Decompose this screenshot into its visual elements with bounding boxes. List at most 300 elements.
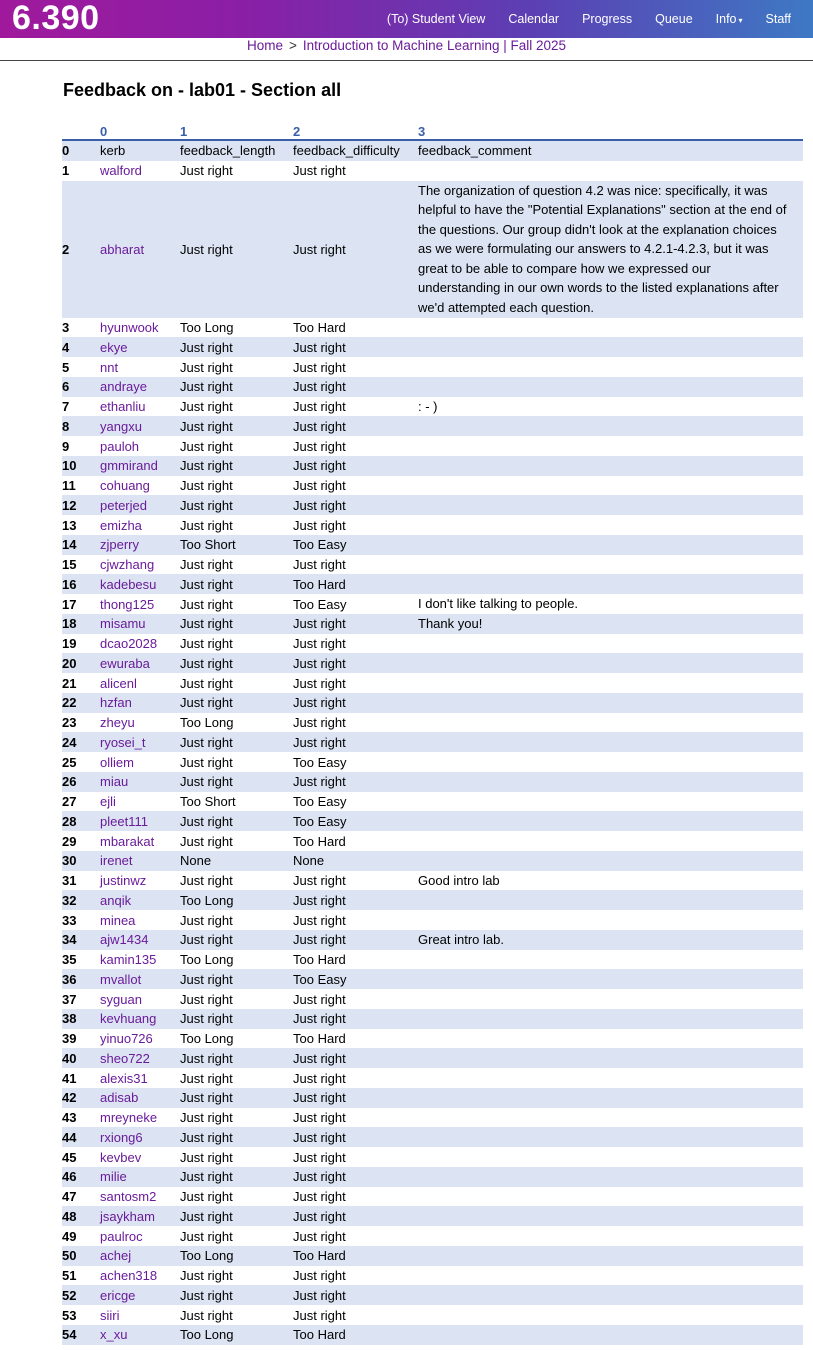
feedback-difficulty-cell: Just right: [293, 1228, 346, 1244]
feedback-difficulty-cell: Just right: [293, 616, 346, 632]
kerb-link[interactable]: ryosei_t: [100, 734, 146, 750]
feedback-comment-cell: Thank you!: [418, 615, 483, 631]
feedback-comment-cell: [418, 1226, 803, 1246]
kerb-link[interactable]: peterjed: [100, 497, 147, 513]
kerb-link[interactable]: santosm2: [100, 1189, 157, 1205]
row-index: 54: [62, 1327, 77, 1343]
table-row: [62, 792, 803, 812]
feedback-length-cell: Just right: [180, 636, 233, 652]
feedback-length-cell: Just right: [180, 616, 233, 632]
row-index: 47: [62, 1189, 77, 1205]
feedback-comment-cell: [418, 634, 803, 654]
breadcrumb-home[interactable]: Home: [246, 38, 283, 53]
kerb-link[interactable]: kamin135: [100, 952, 157, 968]
kerb-link[interactable]: achej: [100, 1248, 132, 1264]
table-row: [62, 673, 803, 693]
row-index: 0: [62, 143, 70, 159]
row-index: 53: [62, 1307, 77, 1323]
row-index: 26: [62, 774, 77, 790]
feedback-difficulty-cell: Just right: [293, 774, 346, 790]
nav-menu: [364, 0, 791, 38]
table-row: [62, 1206, 803, 1226]
feedback-length-cell: Just right: [180, 359, 233, 375]
feedback-difficulty-cell: Just right: [293, 1129, 346, 1145]
table-row: [62, 930, 803, 950]
table-row: [62, 515, 803, 535]
breadcrumb-course[interactable]: Introduction to Machine Learning | Fall 2025: [302, 38, 567, 53]
feedback-difficulty-cell: Too Hard: [293, 833, 346, 849]
table-row: [62, 989, 803, 1009]
table-row: [62, 337, 803, 357]
feedback-length-cell: Just right: [180, 675, 233, 691]
feedback-difficulty-cell: Just right: [293, 458, 346, 474]
feedback-comment-cell: [418, 1325, 803, 1345]
feedback-difficulty-cell: Just right: [293, 1169, 346, 1185]
row-index: 48: [62, 1208, 77, 1224]
nav-staff[interactable]: Staff: [765, 12, 791, 26]
feedback-difficulty-cell: Just right: [293, 399, 346, 415]
nav-info[interactable]: [716, 12, 743, 26]
feedback-difficulty-cell: Just right: [293, 873, 346, 889]
table-row: [62, 653, 803, 673]
feedback-comment-cell: [418, 653, 803, 673]
feedback-comment-cell: I don't like talking to people.: [418, 596, 579, 612]
feedback-difficulty-cell: Just right: [293, 1208, 346, 1224]
row-index: 16: [62, 576, 77, 592]
feedback-comment-cell: [418, 969, 803, 989]
feedback-difficulty-cell: Too Easy: [293, 813, 347, 829]
feedback-difficulty-cell: Just right: [293, 912, 346, 928]
kerb-link[interactable]: nnt: [100, 359, 119, 375]
feedback-comment-cell: [418, 752, 803, 772]
feedback-length-cell: Just right: [180, 379, 233, 395]
row-index: 52: [62, 1287, 77, 1303]
feedback-comment-cell: [418, 1246, 803, 1266]
kerb-link[interactable]: kevhuang: [100, 1011, 157, 1027]
table-row: [62, 397, 803, 417]
kerb-link[interactable]: paulroc: [100, 1228, 143, 1244]
table-row: [62, 1108, 803, 1128]
row-index: 23: [62, 715, 77, 731]
feedback-difficulty-cell: Just right: [293, 1268, 346, 1284]
table-row: [62, 1068, 803, 1088]
feedback-difficulty-cell: Just right: [293, 1307, 346, 1323]
feedback-length-cell: Just right: [180, 1287, 233, 1303]
table-row: [62, 1088, 803, 1108]
row-index: 28: [62, 813, 77, 829]
feedback-length-cell: Just right: [180, 1090, 233, 1106]
kerb-link[interactable]: dcao2028: [100, 636, 158, 652]
kerb-link[interactable]: alexis31: [100, 1070, 148, 1086]
row-index: 4: [62, 339, 70, 355]
feedback-difficulty-cell: Just right: [293, 557, 346, 573]
feedback-difficulty-cell: Just right: [293, 655, 346, 671]
kerb-link[interactable]: rxiong6: [100, 1129, 143, 1145]
table-row: [62, 693, 803, 713]
row-index: 39: [62, 1031, 77, 1047]
feedback-length-cell: Just right: [180, 873, 233, 889]
feedback-length-cell: Just right: [180, 1208, 233, 1224]
feedback-length-cell: Just right: [180, 1050, 233, 1066]
feedback-length-cell: Too Short: [180, 794, 236, 810]
feedback-comment-cell: [418, 1048, 803, 1068]
feedback-length-cell: Too Short: [180, 537, 236, 553]
feedback-difficulty-cell: Just right: [293, 695, 346, 711]
feedback-comment-cell: [418, 416, 803, 436]
feedback-length-cell: Just right: [180, 912, 233, 928]
feedback-comment-cell: [418, 337, 803, 357]
row-index: 21: [62, 675, 77, 691]
kerb-link[interactable]: ajw1434: [100, 932, 149, 948]
kerb-link[interactable]: abharat: [100, 241, 145, 257]
kerb-link[interactable]: thong125: [100, 596, 155, 612]
feedback-difficulty-cell: Just right: [293, 1011, 346, 1027]
kerb-link[interactable]: pauloh: [100, 438, 140, 454]
table-row: [62, 416, 803, 436]
table-row: [62, 1048, 803, 1068]
row-index: 3: [62, 320, 70, 336]
row-index: 30: [62, 853, 77, 869]
kerb-link[interactable]: cjwzhang: [100, 557, 155, 573]
chevron-down-icon: ▾: [738, 16, 743, 25]
kerb-link[interactable]: kadebesu: [100, 576, 157, 592]
feedback-comment-cell: [418, 831, 803, 851]
row-index: 43: [62, 1110, 77, 1126]
feedback-comment-cell: [418, 1285, 803, 1305]
kerb-link[interactable]: ekye: [100, 339, 128, 355]
feedback-length-cell: Just right: [180, 517, 233, 533]
table-row: [62, 140, 803, 161]
feedback-comment-cell: [418, 1266, 803, 1286]
table-row: [62, 1305, 803, 1325]
table-row: [62, 950, 803, 970]
kerb-link[interactable]: hyunwook: [100, 320, 159, 336]
table-row: [62, 555, 803, 575]
kerb-link[interactable]: gmmirand: [100, 458, 158, 474]
table-row: [62, 495, 803, 515]
feedback-length-cell: Too Long: [180, 715, 234, 731]
feedback-length-cell: Just right: [180, 695, 233, 711]
kerb-link[interactable]: justinwz: [100, 873, 147, 889]
feedback-length-cell: Just right: [180, 1169, 233, 1185]
table-row: [62, 811, 803, 831]
table-row: [62, 574, 803, 594]
kerb-link[interactable]: sheo722: [100, 1050, 150, 1066]
row-index: 15: [62, 557, 77, 573]
kerb-link[interactable]: miau: [100, 774, 129, 790]
feedback-length-cell: Just right: [180, 1228, 233, 1244]
feedback-difficulty-cell: Just right: [293, 1149, 346, 1165]
kerb-link[interactable]: mvallot: [100, 971, 142, 987]
kerb-link[interactable]: siiri: [100, 1307, 120, 1323]
kerb-link[interactable]: jsaykham: [100, 1208, 155, 1224]
feedback-comment-cell: [418, 851, 803, 871]
feedback-length-cell: Just right: [180, 1129, 233, 1145]
row-index: 18: [62, 616, 77, 632]
feedback-length-cell: Just right: [180, 1070, 233, 1086]
kerb-link[interactable]: irenet: [100, 853, 133, 869]
nav-queue[interactable]: Queue: [655, 12, 693, 26]
kerb-link[interactable]: mreyneke: [100, 1110, 158, 1126]
feedback-difficulty-cell: Too Easy: [293, 971, 347, 987]
kerb-cell: kerb: [100, 143, 126, 159]
feedback-difficulty-cell: Just right: [293, 1110, 346, 1126]
feedback-difficulty-cell: Just right: [293, 892, 346, 908]
table-row: [62, 1147, 803, 1167]
feedback-comment-cell: [418, 693, 803, 713]
feedback-comment-cell: [418, 673, 803, 693]
table-row: [62, 752, 803, 772]
row-index: 34: [62, 932, 77, 948]
feedback-comment-cell: [418, 1029, 803, 1049]
feedback-length-cell: Just right: [180, 1011, 233, 1027]
row-index: 12: [62, 497, 77, 513]
table-row: [62, 1127, 803, 1147]
feedback-comment-cell: [418, 1009, 803, 1029]
column-header-3: 3: [418, 119, 803, 140]
feedback-comment-cell: [418, 1206, 803, 1226]
table-row: [62, 1167, 803, 1187]
table-row: [62, 713, 803, 733]
feedback-comment-cell: [418, 495, 803, 515]
feedback-comment-cell: [418, 792, 803, 812]
feedback-length-cell: Just right: [180, 754, 233, 770]
kerb-link[interactable]: kevbev: [100, 1149, 142, 1165]
table-body: [62, 140, 803, 1345]
feedback-comment-cell: [418, 357, 803, 377]
feedback-difficulty-cell: Too Easy: [293, 794, 347, 810]
table-row: [62, 614, 803, 634]
feedback-comment-cell: [418, 1167, 803, 1187]
feedback-length-cell: Too Long: [180, 1248, 234, 1264]
table-row: [62, 377, 803, 397]
row-index: 9: [62, 438, 70, 454]
table-row: [62, 357, 803, 377]
feedback-length-cell: Just right: [180, 932, 233, 948]
feedback-length-cell: Just right: [180, 557, 233, 573]
row-index: 20: [62, 655, 77, 671]
feedback-length-cell: Just right: [180, 163, 233, 179]
feedback-length-cell: Just right: [180, 734, 233, 750]
kerb-link[interactable]: zjperry: [100, 537, 140, 553]
kerb-link[interactable]: hzfan: [100, 695, 132, 711]
kerb-link[interactable]: olliem: [100, 754, 134, 770]
row-index: 5: [62, 359, 70, 375]
table-row: [62, 1187, 803, 1207]
row-index: 25: [62, 754, 77, 770]
feedback-length-cell: None: [180, 853, 212, 869]
feedback-difficulty-cell: Just right: [293, 478, 346, 494]
row-index: 45: [62, 1149, 77, 1165]
feedback-length-cell: Just right: [180, 971, 233, 987]
table-row: [62, 851, 803, 871]
table-row: [62, 181, 803, 318]
nav-calendar[interactable]: Calendar: [508, 12, 560, 26]
kerb-link[interactable]: syguan: [100, 991, 142, 1007]
row-index: 42: [62, 1090, 77, 1106]
feedback-comment-cell: [418, 535, 803, 555]
feedback-comment-cell: [418, 476, 803, 496]
kerb-link[interactable]: pleet111: [100, 813, 148, 829]
feedback-difficulty-cell: Just right: [293, 1189, 346, 1205]
feedback-difficulty-cell: Just right: [293, 1287, 346, 1303]
table-header-row: [62, 119, 803, 140]
feedback-length-cell: Just right: [180, 438, 233, 454]
feedback-difficulty-cell: Just right: [293, 1090, 346, 1106]
row-index: 40: [62, 1050, 77, 1066]
feedback-length-cell: Just right: [180, 418, 233, 434]
table-row: [62, 890, 803, 910]
feedback-difficulty-cell: Too Hard: [293, 952, 346, 968]
kerb-link[interactable]: ewuraba: [100, 655, 150, 671]
feedback-difficulty-cell: Just right: [293, 497, 346, 513]
feedback-difficulty-cell: Too Hard: [293, 576, 346, 592]
feedback-comment-cell: [418, 1305, 803, 1325]
header-divider: [0, 60, 813, 61]
kerb-link[interactable]: zheyu: [100, 715, 135, 731]
row-index: 2: [62, 241, 70, 257]
row-index: 49: [62, 1228, 77, 1244]
row-index: 19: [62, 636, 77, 652]
row-index: 36: [62, 971, 77, 987]
row-index: 27: [62, 794, 77, 810]
feedback-comment-cell: [418, 161, 803, 181]
feedback-difficulty-cell: Just right: [293, 438, 346, 454]
feedback-length-cell: Just right: [180, 655, 233, 671]
row-index: 35: [62, 952, 77, 968]
row-index: 10: [62, 458, 77, 474]
row-index: 50: [62, 1248, 77, 1264]
table-row: [62, 1029, 803, 1049]
row-index: 29: [62, 833, 77, 849]
feedback-difficulty-cell: Just right: [293, 1050, 346, 1066]
row-index: 17: [62, 596, 77, 612]
kerb-link[interactable]: walford: [100, 163, 142, 179]
row-index: 11: [62, 478, 76, 494]
course-logo[interactable]: 6.390: [12, 0, 100, 37]
feedback-comment-cell: [418, 515, 803, 535]
feedback-comment-cell: : - ): [418, 398, 438, 414]
kerb-link[interactable]: misamu: [100, 616, 146, 632]
feedback-difficulty-cell: Just right: [293, 163, 346, 179]
feedback-length-cell: Just right: [180, 1149, 233, 1165]
feedback-length-cell: Just right: [180, 497, 233, 513]
feedback-comment-cell: [418, 811, 803, 831]
feedback-comment-cell: [418, 1187, 803, 1207]
feedback-length-cell: Just right: [180, 1268, 233, 1284]
feedback-difficulty-cell: Just right: [293, 715, 346, 731]
feedback-length-cell: Just right: [180, 813, 233, 829]
kerb-link[interactable]: ethanliu: [100, 399, 146, 415]
kerb-link[interactable]: anqik: [100, 892, 132, 908]
feedback-difficulty-cell: Just right: [293, 418, 346, 434]
feedback-difficulty-cell: Just right: [293, 359, 346, 375]
feedback-length-cell: Just right: [180, 991, 233, 1007]
feedback-comment-cell: [418, 732, 803, 752]
table-row: [62, 910, 803, 930]
kerb-link[interactable]: andraye: [100, 379, 147, 395]
kerb-link[interactable]: yangxu: [100, 418, 142, 434]
feedback-comment-cell: [418, 890, 803, 910]
feedback-length-cell: Just right: [180, 774, 233, 790]
feedback-length-cell: Just right: [180, 478, 233, 494]
row-index: 7: [62, 399, 70, 415]
feedback-comment-cell: feedback_comment: [418, 143, 532, 159]
feedback-length-cell: Just right: [180, 458, 233, 474]
table-row: [62, 772, 803, 792]
table-row: [62, 535, 803, 555]
feedback-comment-cell: Good intro lab: [418, 872, 500, 888]
row-index: 31: [62, 873, 77, 889]
kerb-link[interactable]: ericge: [100, 1287, 136, 1303]
row-index: 51: [62, 1268, 77, 1284]
table-row: [62, 634, 803, 654]
kerb-link[interactable]: minea: [100, 912, 136, 928]
feedback-comment-cell: [418, 1147, 803, 1167]
feedback-comment-cell: [418, 989, 803, 1009]
feedback-length-cell: Too Long: [180, 892, 234, 908]
row-index: 41: [62, 1070, 77, 1086]
feedback-difficulty-cell: Too Easy: [293, 754, 347, 770]
feedback-comment-cell: Great intro lab.: [418, 931, 504, 947]
feedback-difficulty-cell: Just right: [293, 241, 346, 257]
feedback-difficulty-cell: Just right: [293, 339, 346, 355]
kerb-link[interactable]: alicenl: [100, 675, 137, 691]
row-index: 37: [62, 991, 77, 1007]
table-row: [62, 871, 803, 891]
feedback-length-cell: Too Long: [180, 1327, 234, 1343]
feedback-comment-cell: [418, 318, 803, 338]
feedback-difficulty-cell: Just right: [293, 1070, 346, 1086]
row-index: 14: [62, 537, 77, 553]
nav-progress[interactable]: Progress: [582, 12, 633, 26]
kerb-link[interactable]: ejli: [100, 794, 116, 810]
feedback-difficulty-cell: Just right: [293, 734, 346, 750]
table-row: [62, 1226, 803, 1246]
row-index: 33: [62, 912, 77, 928]
feedback-comment-cell: [418, 1068, 803, 1088]
kerb-link[interactable]: achen318: [100, 1268, 158, 1284]
table-row: [62, 161, 803, 181]
kerb-link[interactable]: milie: [100, 1169, 127, 1185]
breadcrumb-separator: >: [288, 38, 297, 53]
nav-student-view[interactable]: (To) Student View: [386, 12, 486, 26]
feedback-comment-cell: [418, 910, 803, 930]
table-row: [62, 1266, 803, 1286]
table-row: [62, 831, 803, 851]
feedback-length-cell: feedback_length: [180, 143, 276, 159]
row-index: 38: [62, 1011, 77, 1027]
feedback-length-cell: Just right: [180, 241, 233, 257]
feedback-comment-cell: [418, 436, 803, 456]
kerb-link[interactable]: adisab: [100, 1090, 139, 1106]
feedback-difficulty-cell: Too Hard: [293, 320, 346, 336]
kerb-link[interactable]: mbarakat: [100, 833, 155, 849]
feedback-comment-cell: [418, 574, 803, 594]
table-row: [62, 969, 803, 989]
feedback-length-cell: Just right: [180, 596, 233, 612]
feedback-difficulty-cell: Too Hard: [293, 1327, 346, 1343]
row-index: 22: [62, 695, 77, 711]
kerb-link[interactable]: x_xu: [100, 1327, 128, 1343]
column-header-0: 0: [100, 119, 180, 140]
kerb-link[interactable]: cohuang: [100, 478, 150, 494]
table-row: [62, 436, 803, 456]
kerb-link[interactable]: emizha: [100, 517, 142, 533]
feedback-comment-cell: [418, 555, 803, 575]
feedback-comment-cell: [418, 713, 803, 733]
kerb-link[interactable]: yinuo726: [100, 1031, 153, 1047]
